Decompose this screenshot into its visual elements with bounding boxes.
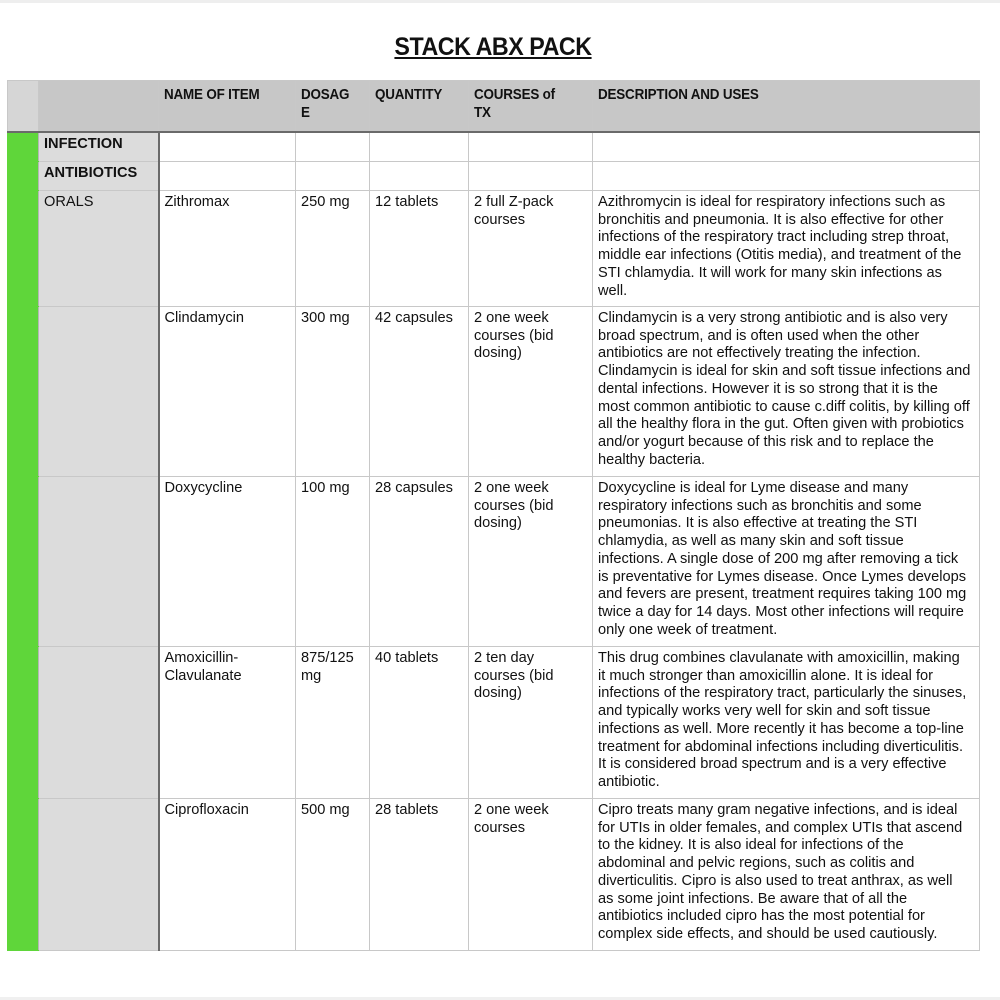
header-category-cell [39,81,159,133]
table-row [8,191,980,307]
header-dosage: DOSAG E [296,81,370,133]
table-row [8,647,980,799]
item-dosage: 300 mg [296,307,370,477]
item-courses: 2 one week courses (bid dosing) [469,307,593,477]
item-dosage: 100 mg [296,477,370,647]
header-courses-of-tx: COURSES of TX [469,81,593,133]
top-edge [0,0,1000,3]
item-courses: 2 ten day courses (bid dosing) [469,647,593,799]
item-quantity: 12 tablets [370,191,469,307]
empty-cell [469,132,593,162]
item-courses: 2 one week courses (bid dosing) [469,477,593,647]
empty-cell [593,132,980,162]
item-dosage: 250 mg [296,191,370,307]
section-label-antibiotics: ANTIBIOTICS [39,162,159,191]
item-description: Doxycycline is ideal for Lyme disease and many respiratory infections such as bronchitis and some pneumonias. It is also effective at treating the STI chlamydia, as well as many skin and soft tissue infections. A single dose of 200 mg after removing a tick is preventative for Lymes disease. Once Lymes develops and fevers are present, treatment requires taking 100 mg twice a day for 14 days. Most other infections will require only one week of treatment. [593,477,980,647]
item-description: This drug combines clavulanate with amoxicillin, making it much stronger than amoxicillin alone. It is ideal for infections of the respiratory tract, particularly the sinuses, and typically works very well for skin and soft tissue infections as well. More recently it has become a top-line treatment for abdominal infections including diverticulitis. It is considered broad spectrum and is a very effective antibiotic. [593,647,980,799]
item-description: Clindamycin is a very strong antibiotic and is also very broad spectrum, and is often used when the other antibiotics are not effectively treating the infection. Clindamycin is ideal for skin and soft tissue infections and dental infections. However it is so strong that it is the most common antibiotic to cause c.diff colitis, by killing off all the healthy flora in the gut. Often given with probiotics and/or yogurt because of this risk and to replace the healthy bacteria. [593,307,980,477]
table-row [8,307,980,477]
table-row [8,799,980,951]
section-row-infection [8,132,980,162]
item-courses: 2 one week courses [469,799,593,951]
item-quantity: 28 tablets [370,799,469,951]
category-cell [39,647,159,799]
item-dosage: 500 mg [296,799,370,951]
item-quantity: 28 capsules [370,477,469,647]
item-name: Amoxicillin-Clavulanate [159,647,296,799]
category-cell: ORALS [39,191,159,307]
antibiotics-table [7,80,980,951]
item-name: Zithromax [159,191,296,307]
item-description: Azithromycin is ideal for respiratory infections such as bronchitis and pneumonia. It is also effective for other infections of the respiratory tract including strep throat, middle ear infections (Otitis media), and treatment of the STI chlamydia. It will work for many skin infections as well. [593,191,980,307]
green-stripe [8,799,39,951]
item-quantity: 40 tablets [370,647,469,799]
item-name: Doxycycline [159,477,296,647]
document-title: STACK ABX PACK [394,33,592,61]
item-dosage: 875/125 mg [296,647,370,799]
section-label-infection: INFECTION [39,132,159,162]
header-description-and-uses: DESCRIPTION AND USES [593,81,980,133]
category-cell [39,477,159,647]
header-quantity: QUANTITY [370,81,469,133]
green-stripe [8,191,39,307]
empty-cell [370,162,469,191]
item-quantity: 42 capsules [370,307,469,477]
green-stripe [8,132,39,162]
category-cell [39,799,159,951]
empty-cell [296,132,370,162]
green-stripe [8,162,39,191]
header-row [8,81,980,133]
item-name: Clindamycin [159,307,296,477]
empty-cell [159,162,296,191]
item-name: Ciprofloxacin [159,799,296,951]
table-row [8,477,980,647]
category-cell [39,307,159,477]
header-name-of-item: NAME OF ITEM [159,81,296,133]
empty-cell [370,132,469,162]
empty-cell [593,162,980,191]
empty-cell [469,162,593,191]
empty-cell [296,162,370,191]
green-stripe [8,647,39,799]
item-description: Cipro treats many gram negative infections, and is ideal for UTIs in older females, and complex UTIs that ascend to the kidney. It is also ideal for infections of the abdominal and pelvic regions, such as colitis and diverticulitis. Cipro is also used to treat anthrax, as well as some joint infections. Be aware that of all the antibiotics included cipro has the most potential for complex side effects, and should be used cautiously. [593,799,980,951]
item-courses: 2 full Z-pack courses [469,191,593,307]
green-stripe [8,307,39,477]
section-row-antibiotics [8,162,980,191]
green-stripe [8,477,39,647]
header-stripe-cell [8,81,39,133]
empty-cell [159,132,296,162]
